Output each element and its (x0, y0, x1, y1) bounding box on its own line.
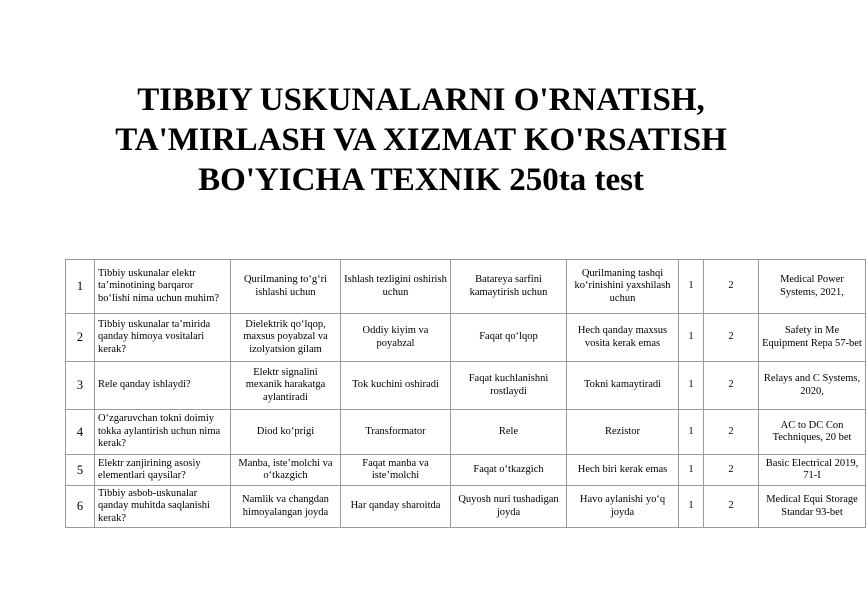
question-text: Rele qanday ishlaydi? (95, 362, 231, 410)
column-2-value: 2 (704, 486, 759, 528)
question-text: Tibbiy uskunalar ta’mirida qanday himoya vositalari kerak? (95, 314, 231, 362)
answer-d: Tokni kamaytiradi (567, 362, 679, 410)
question-number: 1 (66, 260, 95, 314)
source-reference: Relays and C Systems, 2020, (759, 362, 866, 410)
table-row (66, 314, 866, 362)
question-text: Tibbiy uskunalar elektr ta’minotining barqaror bo‘lishi nima uchun muhim? (95, 260, 231, 314)
answer-d: Hech biri kerak emas (567, 455, 679, 486)
question-text: Tibbiy asbob-uskunalar qanday muhitda saqlanishi kerak? (95, 486, 231, 528)
column-1-value: 1 (679, 362, 704, 410)
answer-d: Hech qanday maxsus vosita kerak emas (567, 314, 679, 362)
answer-a: Elektr signalini mexanik harakatga aylantiradi (231, 362, 341, 410)
answer-b: Tok kuchini oshiradi (341, 362, 451, 410)
answer-c: Rele (451, 410, 567, 455)
column-1-value: 1 (679, 410, 704, 455)
question-number: 5 (66, 455, 95, 486)
source-reference: Medical Equi Storage Standar 93-bet (759, 486, 866, 528)
answer-d: Rezistor (567, 410, 679, 455)
question-text: O‘zgaruvchan tokni doimiy tokka aylantirish uchun nima kerak? (95, 410, 231, 455)
document-title (0, 80, 842, 200)
answer-c: Faqat o‘tkazgich (451, 455, 567, 486)
question-number: 3 (66, 362, 95, 410)
answer-a: Namlik va changdan himoyalangan joyda (231, 486, 341, 528)
table-row (66, 362, 866, 410)
answer-b: Oddiy kiyim va poyabzal (341, 314, 451, 362)
source-reference: Basic Electrical 2019, 71-I (759, 455, 866, 486)
column-2-value: 2 (704, 314, 759, 362)
answer-a: Manba, iste’molchi va o‘tkazgich (231, 455, 341, 486)
column-1-value: 1 (679, 455, 704, 486)
table-row (66, 260, 866, 314)
answer-d: Qurilmaning tashqi ko‘rinishini yaxshilash uchun (567, 260, 679, 314)
question-number: 6 (66, 486, 95, 528)
title-line-1: TIBBIY USKUNALARNI O'RNATISH, (137, 82, 705, 118)
test-table (65, 259, 866, 528)
answer-b: Faqat manba va iste’molchi (341, 455, 451, 486)
answer-c: Batareya sarfini kamaytirish uchun (451, 260, 567, 314)
answer-b: Har qanday sharoitda (341, 486, 451, 528)
answer-a: Dielektrik qo‘lqop, maxsus poyabzal va izolyatsion gilam (231, 314, 341, 362)
source-reference: Medical Power Systems, 2021, (759, 260, 866, 314)
test-table-container (65, 259, 862, 527)
title-line-2: TA'MIRLASH VA XIZMAT KO'RSATISH (115, 122, 727, 158)
column-1-value: 1 (679, 486, 704, 528)
answer-c: Quyosh nuri tushadigan joyda (451, 486, 567, 528)
question-number: 4 (66, 410, 95, 455)
table-row (66, 486, 866, 528)
source-reference: AC to DC Con Techniques, 20 bet (759, 410, 866, 455)
source-reference: Safety in Me Equipment Repa 57-bet (759, 314, 866, 362)
column-1-value: 1 (679, 260, 704, 314)
answer-a: Qurilmaning to‘g‘ri ishlashi uchun (231, 260, 341, 314)
answer-c: Faqat kuchlanishni rostlaydi (451, 362, 567, 410)
question-text: Elektr zanjirining asosiy elementlari qaysilar? (95, 455, 231, 486)
column-2-value: 2 (704, 410, 759, 455)
table-row (66, 410, 866, 455)
column-2-value: 2 (704, 362, 759, 410)
answer-d: Havo aylanishi yo‘q joyda (567, 486, 679, 528)
table-row (66, 455, 866, 486)
column-2-value: 2 (704, 455, 759, 486)
answer-c: Faqat qo‘lqop (451, 314, 567, 362)
title-line-3: BO'YICHA TEXNIK 250ta test (198, 162, 644, 198)
column-2-value: 2 (704, 260, 759, 314)
answer-b: Transformator (341, 410, 451, 455)
column-1-value: 1 (679, 314, 704, 362)
answer-a: Diod ko‘prigi (231, 410, 341, 455)
answer-b: Ishlash tezligini oshirish uchun (341, 260, 451, 314)
question-number: 2 (66, 314, 95, 362)
